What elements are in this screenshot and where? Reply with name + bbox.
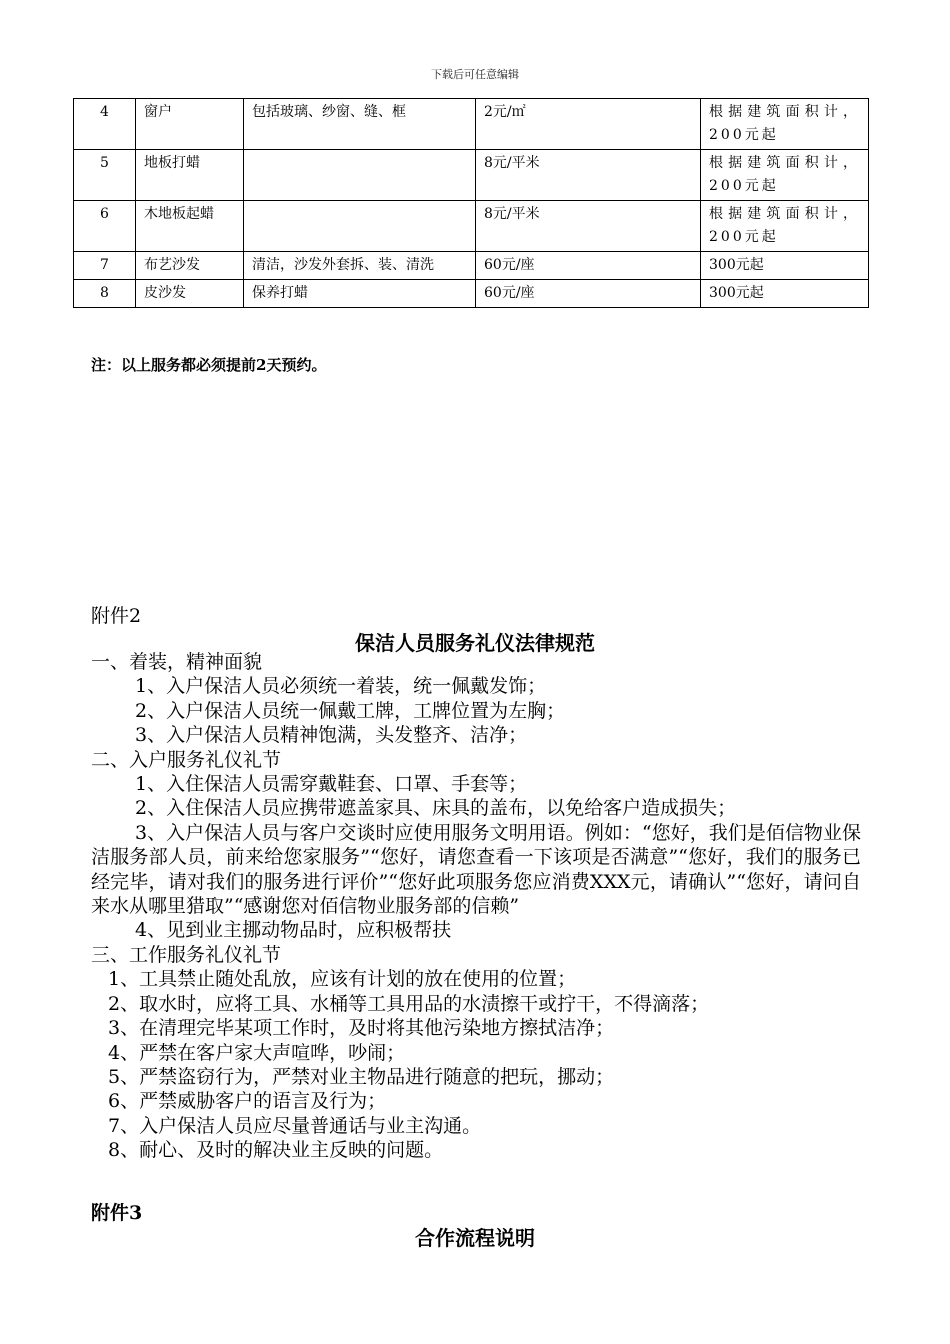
service-item: 布艺沙发 [136,252,244,280]
row-number: 8 [74,280,136,308]
booking-note: 注：以上服务都必须提前2天预约。 [91,356,327,374]
service-content: 包括玻璃、纱窗、缝、框 [244,99,476,150]
section3-item: 7、入户保洁人员应尽量普通话与业主沟通。 [108,1114,482,1137]
section3-item: 1、工具禁止随处乱放，应该有计划的放在使用的位置； [108,968,577,991]
service-item: 皮沙发 [136,280,244,308]
section2-item: 4、见到业主挪动物品时，应积极帮扶 [135,919,452,942]
section1-item: 2、入户保洁人员统一佩戴工牌，工牌位置为左胸； [135,699,566,722]
table-row [74,201,869,252]
service-price: 60元/座 [476,280,701,308]
service-remark: 300元起 [701,280,869,308]
service-content [244,201,476,252]
section2-item: 2、入住保洁人员应携带遮盖家具、床具的盖布，以免给客户造成损失； [135,797,737,820]
section2-heading: 二、入户服务礼仪礼节 [91,748,282,771]
section3-item: 8、耐心、及时的解决业主反映的问题。 [108,1139,444,1162]
service-remark: 300元起 [701,252,869,280]
service-price: 8元/平米 [476,150,701,201]
section3-item: 4、严禁在客户家大声喧哗，吵闹； [108,1041,406,1064]
price-table [73,98,869,308]
page-header: 下载后可任意编辑 [431,68,519,81]
attachment2-title: 保洁人员服务礼仪法律规范 [355,631,595,655]
section2-item: 1、入住保洁人员需穿戴鞋套、口罩、手套等； [135,773,528,796]
section1-item: 3、入户保洁人员精神饱满，头发整齐、洁净； [135,724,528,747]
service-item: 地板打蜡 [136,150,244,201]
section3-item: 6、严禁威胁客户的语言及行为； [108,1090,387,1113]
service-item: 窗户 [136,99,244,150]
section3-heading: 三、工作服务礼仪礼节 [91,943,282,966]
service-content [244,150,476,201]
service-content: 保养打蜡 [244,280,476,308]
table-row [74,99,869,150]
table-row [74,252,869,280]
row-number: 4 [74,99,136,150]
section3-item: 5、严禁盗窃行为，严禁对业主物品进行随意的把玩，挪动； [108,1065,615,1088]
table-row [74,280,869,308]
attachment2-body [91,650,861,1163]
section3-item: 2、取水时，应将工具、水桶等工具用品的水渍擦干或拧干，不得滴落； [108,992,710,1015]
service-remark: 根据建筑面积计，200元起 [701,201,869,252]
service-price: 8元/平米 [476,201,701,252]
section3-item: 3、在清理完毕某项工作时，及时将其他污染地方擦拭洁净； [108,1017,615,1040]
attachment3-label: 附件3 [91,1202,143,1224]
service-price: 60元/座 [476,252,701,280]
section1-heading: 一、着装，精神面貌 [91,651,263,673]
section2-paragraph: 3、入户保洁人员与客户交谈时应使用服务文明用语。例如：“您好，我们是佰信物业保洁服务部人员，前来给您家服务”“您好，请您查看一下该项是否满意”“您好，我们的服务已经完毕，请对我们的服务进行评价”“您好此项服务您应消费XXX元，请确认”“您好，请问自来水从哪里猎取”“感谢您对佰信物业服务部的信赖” [91,821,861,918]
attachment3-title: 合作流程说明 [415,1226,535,1250]
service-remark: 根据建筑面积计，200元起 [701,99,869,150]
row-number: 6 [74,201,136,252]
service-price: 2元/㎡ [476,99,701,150]
attachment2-label: 附件2 [91,605,142,627]
service-remark: 根据建筑面积计，200元起 [701,150,869,201]
row-number: 5 [74,150,136,201]
service-item: 木地板起蜡 [136,201,244,252]
section1-item: 1、入户保洁人员必须统一着装，统一佩戴发饰； [135,675,547,698]
service-content: 清洁，沙发外套拆、装、清洗 [244,252,476,280]
table-row [74,150,869,201]
row-number: 7 [74,252,136,280]
